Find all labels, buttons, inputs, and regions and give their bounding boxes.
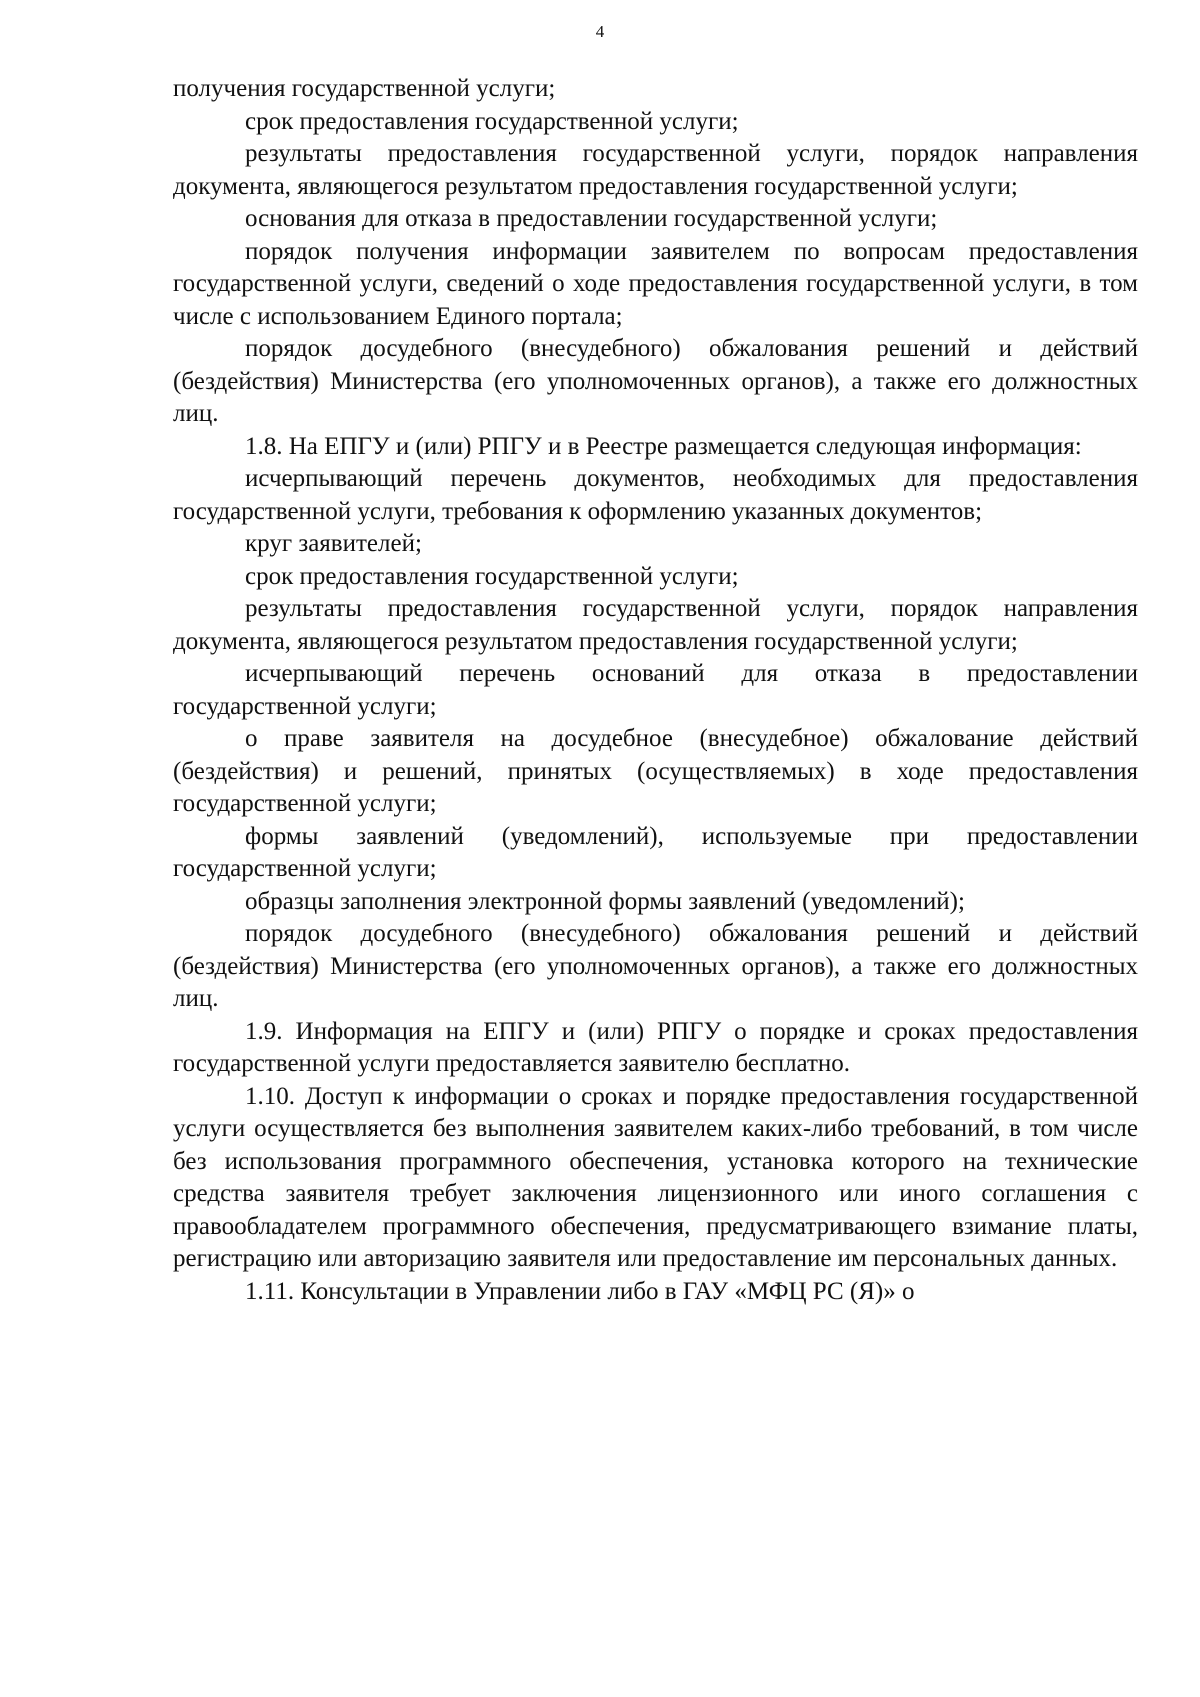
paragraph: круг заявителей; [245,530,422,557]
paragraph: срок предоставления государственной услуги; [245,107,739,135]
paragraph: срок предоставления государственной услуги; [245,562,739,590]
paragraph: исчерпывающий перечень оснований для отказа в предоставлении государственной услуги; [173,660,1138,720]
paragraph: порядок досудебного (внесудебного) обжалования решений и действий (бездействия) Министерства (его уполномоченных органов), а также его должностных лиц. [173,335,1138,427]
paragraph: 1.9. Информация на ЕПГУ и (или) РПГУ о порядке и сроках предоставления государственной услуги предоставляется заявителю бесплатно. [173,1017,1138,1077]
paragraph: исчерпывающий перечень документов, необходимых для предоставления государственной услуги, требования к оформлению указанных документов; [173,465,1138,525]
paragraph: формы заявлений (уведомлений), используемые при предоставлении государственной услуги; [173,822,1138,882]
paragraph: получения государственной услуги; [173,75,556,102]
paragraph: результаты предоставления государственной услуги, порядок направления документа, являющегося результатом предоставления государственной услуги; [173,595,1138,655]
paragraph: 1.11. Консультации в Управлении либо в ГАУ «МФЦ РС (Я)» о [245,1277,915,1305]
paragraph: 1.10. Доступ к информации о сроках и порядке предоставления государственной услуги осуществляется без выполнения заявителем каких-либо требований, в том числе без использования программного обеспечения, установка которого на технические средства заявителя требует заключения лицензионного или иного соглашения с правообладателем программного обеспечения, предусматривающего взимание платы, регистрацию или авторизацию заявителя или предоставление им персональных данных. [173,1082,1138,1272]
paragraph: 1.8. На ЕПГУ и (или) РПГУ и в Реестре размещается следующая информация: [245,432,1082,460]
paragraph: о праве заявителя на досудебное (внесудебное) обжалование действий (бездействия) и решений, принятых (осуществляемых) в ходе предоставления государственной услуги; [173,725,1138,817]
paragraph: образцы заполнения электронной формы заявлений (уведомлений); [245,887,965,915]
document-body [173,73,1138,1308]
paragraph: результаты предоставления государственной услуги, порядок направления документа, являющегося результатом предоставления государственной услуги; [173,140,1138,200]
page-number: 4 [595,22,605,41]
paragraph: основания для отказа в предоставлении государственной услуги; [245,205,938,232]
paragraph: порядок получения информации заявителем по вопросам предоставления государственной услуги, сведений о ходе предоставления государственной услуги, в том числе с использованием Единого портала; [173,237,1138,330]
paragraph: порядок досудебного (внесудебного) обжалования решений и действий (бездействия) Министерства (его уполномоченных органов), а также его должностных лиц. [173,920,1138,1012]
